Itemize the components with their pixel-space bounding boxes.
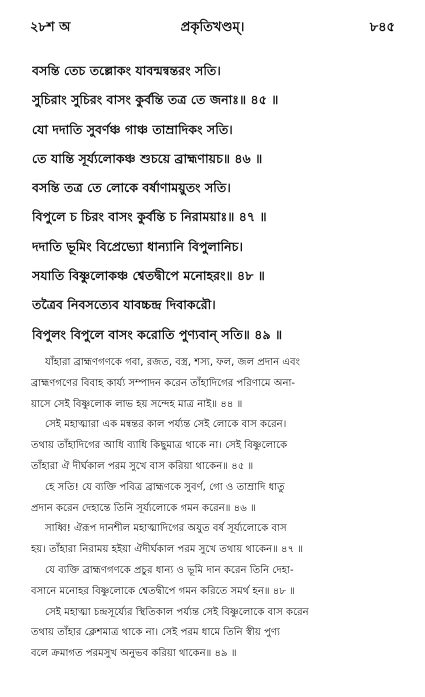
verse-line: বসন্তি তেচ তল্লোকং যাবন্মন্বন্তরং সতি। [32, 63, 221, 78]
verse-line: সযাতি বিষ্ণুলোকঞ্চ শ্বেতদ্বীপে মনোহরং॥ ৪৮ ॥ [32, 268, 265, 284]
commentary-line: সেই মহাত্মা চন্দ্রসূর্য্যের স্থিতিকাল পর্য্যন্ত সেই বিষ্ণুলোকে বাস করেন [45, 606, 309, 618]
section-title: প্রকৃতিখণ্ডম্। [180, 20, 245, 35]
page-number: ৮৪৫ [369, 20, 395, 35]
commentary-line: হে সতি! যে ব্যক্তি পবিত্র ব্রাহ্মণকে সুবর্ণ, গো ও তাম্রাদি ধাতু [45, 481, 285, 493]
commentary-line: যে ব্যক্তি ব্রাহ্মণগণকে প্রচুর ধান্য ও ভূমি দান করেন তিনি দেহা- [45, 564, 294, 576]
page-header [30, 18, 395, 38]
verse-line: বিপুলে চ চিরং বাসং কুর্বন্তি চ নিরাময়াঃ॥ ৪৭ ॥ [32, 209, 267, 225]
commentary-line: বলে ক্রমাগত পরমসুখ অনুভব করিয়া থাকেন॥ ৪৯ ॥ [31, 648, 237, 660]
verse-line: বিপুলং বিপুলে বাসং করোতি পুণ্যবান্ সতি॥ ৪৯ ॥ [32, 326, 283, 342]
commentary-line: যাঁহারা ব্রাহ্মণগণকে গবা, রজত, বস্ত্র, শস্য, ফল, জল প্রদান এবং [45, 357, 300, 368]
commentary-line: তাঁহারা ঐ দীর্ঘকাল পরম সুখে বাস করিয়া থাকেন॥ ৪৫ ॥ [31, 460, 254, 472]
verse-line: তে যান্তি সূর্য্যলোকঞ্চ শুচয়ে ব্রাহ্মণায়চ॥ ৪৬ ॥ [32, 150, 263, 166]
commentary-line: ব্রাহ্মণগণের বিবাহ কার্য্য সম্পাদন করেন তাঁহাদিগের পরিণামে অনা- [31, 377, 296, 389]
commentary-line: য়াসে সেই বিষ্ণুলোক লাভ হয় সন্দেহ মাত্র নাই॥ ৪৪ ॥ [31, 398, 243, 410]
sanskrit-verses [32, 56, 402, 349]
commentary-line: তথায় তাঁহাদিগের আধি ব্যাধি কিছুমাত্র থাকে না। সেই বিষ্ণুলোকে [31, 440, 288, 452]
commentary-line: হয়। তাঁহারা নিরাময় হইয়া ঐদীর্ঘকাল পরম সুখে তথায় থাকেন॥ ৪৭ ॥ [31, 544, 304, 556]
verse-line: দদাতি ভূমিং বিপ্রেভ্যো ধান্যানি বিপুলানিচ। [32, 238, 243, 254]
commentary-line: সেই মহাত্মারা এক মন্বন্তর কাল পর্য্যন্ত সেই লোকে বাস করেন। [45, 419, 287, 431]
bengali-commentary [31, 353, 401, 665]
commentary-line: সাধ্বি! ঐরূপ দানশীল মহাত্মাদিগের অযুত বর্ষ সূর্য্যলোকে বাস [45, 523, 287, 535]
verse-line: বসন্তি তত্র তে লোকে বর্ষাণাময়ুতং সতি। [32, 180, 231, 196]
commentary-line: প্রদান করেন দেহান্তে তিনি সূর্য্যলোকে গমন করেন॥ ৪৬ ॥ [31, 502, 256, 514]
chapter-label: ২৮শ অ [30, 20, 71, 35]
verse-line: যো দদাতি সুবর্ণঞ্চ গাঞ্চ তাম্রাদিকং সতি। [32, 121, 233, 137]
commentary-line: বসানে মনোহর বিষ্ণুলোকে শ্বেতদ্বীপে গমন করিতে সমর্থ হন॥ ৪৮ ॥ [31, 585, 295, 597]
verse-line: তত্রৈব নিবসত্যেব যাবচ্চন্দ্র দিবাকরৌ। [32, 297, 216, 313]
verse-line: সুচিরাং সুচিরং বাসং কুর্বন্তি তত্র তে জনাঃ॥ ৪৫ ॥ [32, 92, 279, 108]
commentary-line: তথায় তাঁহার ক্লেশমাত্র থাকে না। সেই পরম ধামে তিনি স্বীয় পুণ্য [31, 627, 280, 639]
